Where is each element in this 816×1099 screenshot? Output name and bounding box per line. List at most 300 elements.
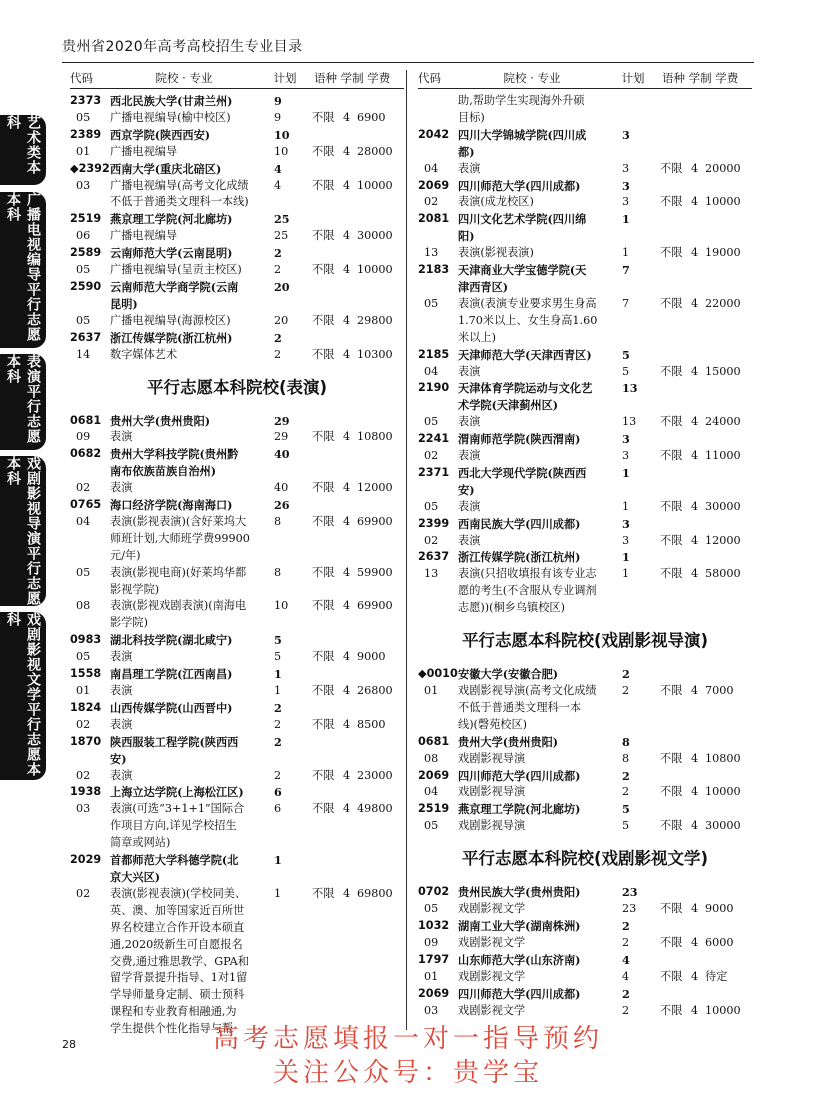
header-meta: 语种 学制 学费 bbox=[314, 71, 391, 85]
code-cell: 0681 bbox=[418, 734, 450, 748]
name-cell: 师班计划,大师班学费99900 bbox=[110, 531, 250, 545]
language-cell: 不限 bbox=[312, 684, 335, 697]
major-row bbox=[418, 296, 752, 313]
plan-cell: 5 bbox=[622, 364, 630, 378]
fee-cell: 待定 bbox=[705, 969, 728, 983]
name-cell: 戏剧影视导演(高考文化成绩 bbox=[458, 684, 597, 697]
language-cell bbox=[312, 835, 343, 852]
name-cell: 目标) bbox=[458, 110, 485, 124]
language-cell bbox=[660, 431, 691, 448]
table-rows bbox=[418, 93, 752, 1019]
years-cell bbox=[691, 110, 705, 127]
major-row bbox=[418, 1003, 752, 1020]
continuation-row bbox=[418, 330, 752, 347]
plan-cell: 10 bbox=[274, 599, 289, 613]
fee-cell bbox=[357, 784, 404, 801]
plan-cell: 5 bbox=[622, 802, 630, 817]
code-cell: 08 bbox=[76, 599, 91, 613]
language-cell bbox=[660, 482, 691, 499]
plan-cell bbox=[274, 194, 312, 211]
name-cell: 四川师范大学(四川成都) bbox=[458, 768, 581, 783]
fee-cell bbox=[705, 110, 752, 127]
plan-cell: 3 bbox=[622, 533, 630, 547]
name-cell: 西京学院(陕西西安) bbox=[110, 127, 211, 142]
watermark-line: 高考志愿填报一对一指导预约 bbox=[212, 1024, 603, 1054]
language-cell bbox=[660, 313, 691, 330]
code-cell bbox=[70, 194, 108, 211]
language-cell bbox=[312, 852, 343, 869]
name-cell: 广播电视编导 bbox=[110, 144, 178, 158]
language-cell: 不限 bbox=[660, 969, 683, 983]
language-cell bbox=[660, 918, 691, 935]
fee-cell: 6000 bbox=[705, 935, 734, 949]
plan-cell bbox=[274, 463, 312, 480]
plan-cell bbox=[274, 970, 312, 987]
years-cell bbox=[343, 818, 357, 835]
name-cell: 湖北科技学院(湖北咸宁) bbox=[110, 633, 233, 648]
fee-cell bbox=[357, 211, 404, 228]
plan-cell: 4 bbox=[622, 969, 630, 983]
plan-cell: 1 bbox=[274, 853, 282, 868]
years-cell bbox=[691, 884, 705, 901]
name-cell: 元/年) bbox=[110, 548, 141, 562]
language-cell bbox=[660, 666, 691, 683]
name-cell: 表演(表演专业要求男生身高 bbox=[458, 296, 597, 310]
continuation-row bbox=[70, 548, 404, 565]
school-row bbox=[70, 700, 404, 717]
continuation-row bbox=[418, 279, 752, 296]
years-cell bbox=[343, 987, 357, 1004]
plan-cell bbox=[274, 548, 312, 565]
continuation-row bbox=[70, 582, 404, 599]
side-tab-literature[interactable] bbox=[0, 612, 46, 780]
school-row bbox=[418, 465, 752, 482]
side-tab-broadcast[interactable] bbox=[0, 192, 46, 348]
code-cell: 2185 bbox=[418, 347, 450, 361]
continuation-row bbox=[418, 228, 752, 245]
name-cell: 不低于普通类文理科一本线) bbox=[110, 195, 249, 209]
code-cell bbox=[418, 600, 456, 617]
language-cell bbox=[312, 1004, 343, 1021]
plan-cell: 3 bbox=[622, 449, 630, 463]
fee-cell bbox=[357, 835, 404, 852]
code-cell bbox=[418, 93, 456, 110]
language-cell bbox=[660, 330, 691, 347]
years-cell bbox=[691, 768, 705, 785]
fee-cell bbox=[357, 751, 404, 768]
school-row bbox=[418, 549, 752, 566]
code-cell: 02 bbox=[424, 533, 439, 547]
fee-cell bbox=[357, 852, 404, 869]
name-cell: 西北民族大学(甘肃兰州) bbox=[110, 94, 233, 108]
code-cell: 03 bbox=[76, 178, 91, 192]
years-cell bbox=[343, 582, 357, 599]
name-cell: 贵州大学(贵州贵阳) bbox=[110, 413, 211, 428]
major-row bbox=[418, 533, 752, 550]
school-row bbox=[70, 245, 404, 262]
major-row bbox=[70, 514, 404, 531]
fee-cell bbox=[705, 431, 752, 448]
major-row bbox=[70, 480, 404, 497]
name-cell: 影视学院) bbox=[110, 582, 160, 596]
header-code: 代码 bbox=[70, 71, 93, 85]
plan-cell: 1 bbox=[274, 886, 282, 900]
fee-cell bbox=[357, 869, 404, 886]
name-cell: 表演(影视表演)(学校同美、 bbox=[110, 886, 247, 900]
language-cell: 不限 bbox=[312, 886, 335, 900]
years-cell bbox=[343, 852, 357, 869]
school-row bbox=[418, 884, 752, 901]
name-cell: 表演 bbox=[458, 364, 481, 378]
language-cell: 不限 bbox=[312, 768, 335, 782]
name-cell: 首都师范大学科德学院(北 bbox=[110, 853, 239, 868]
years-cell: 4 bbox=[691, 1003, 699, 1017]
language-cell bbox=[660, 465, 691, 482]
years-cell bbox=[343, 279, 357, 296]
page-header: 贵州省2020年高考高校招生专业目录 bbox=[62, 39, 303, 55]
fee-cell bbox=[357, 987, 404, 1004]
plan-cell bbox=[274, 835, 312, 852]
years-cell: 4 bbox=[343, 263, 351, 277]
fee-cell: 58000 bbox=[705, 567, 741, 581]
code-cell: 1870 bbox=[70, 734, 102, 748]
language-cell bbox=[660, 884, 691, 901]
language-cell: 不限 bbox=[660, 195, 683, 209]
school-row bbox=[70, 852, 404, 869]
code-cell: 02 bbox=[424, 449, 439, 463]
plan-cell bbox=[274, 903, 312, 920]
name-cell: 西南民族大学(四川成都) bbox=[458, 516, 581, 531]
code-cell: 2183 bbox=[418, 263, 450, 277]
years-cell: 4 bbox=[343, 347, 351, 361]
major-row bbox=[418, 784, 752, 801]
code-cell bbox=[70, 531, 108, 548]
language-cell bbox=[660, 717, 691, 734]
fee-cell bbox=[357, 734, 404, 751]
code-cell: 02 bbox=[76, 481, 91, 495]
plan-cell: 2 bbox=[274, 700, 282, 715]
code-cell: 13 bbox=[424, 246, 439, 260]
school-row bbox=[418, 952, 752, 969]
code-cell bbox=[70, 818, 108, 835]
column-divider bbox=[406, 70, 407, 1030]
major-row bbox=[418, 194, 752, 211]
language-cell bbox=[660, 734, 691, 751]
code-cell: 01 bbox=[76, 684, 91, 697]
major-row bbox=[70, 717, 404, 734]
continuation-row bbox=[418, 600, 752, 617]
plan-cell bbox=[622, 313, 660, 330]
plan-cell: 1 bbox=[622, 212, 630, 227]
language-cell bbox=[660, 549, 691, 566]
name-cell: 表演 bbox=[110, 430, 133, 444]
name-cell: 1.70米以上、女生身高1.60 bbox=[458, 313, 598, 327]
code-cell: 09 bbox=[76, 430, 91, 444]
plan-cell bbox=[622, 482, 660, 499]
plan-cell bbox=[274, 818, 312, 835]
years-cell bbox=[343, 920, 357, 937]
language-cell bbox=[312, 582, 343, 599]
language-cell bbox=[312, 296, 343, 313]
name-cell: 通,2020级新生可自愿报名 bbox=[110, 937, 243, 951]
plan-cell bbox=[622, 279, 660, 296]
fee-cell bbox=[357, 296, 404, 313]
plan-cell: 25 bbox=[274, 212, 290, 227]
code-cell: 2590 bbox=[70, 279, 102, 293]
years-cell bbox=[691, 380, 705, 397]
code-cell bbox=[70, 548, 108, 565]
name-cell: 志愿))(桐乡乌镇校区) bbox=[458, 601, 565, 615]
code-cell: 09 bbox=[424, 935, 439, 949]
school-row bbox=[418, 211, 752, 228]
code-cell bbox=[418, 313, 456, 330]
name-cell: 湖南工业大学(湖南株洲) bbox=[458, 918, 581, 933]
years-cell: 4 bbox=[343, 650, 351, 664]
code-cell bbox=[70, 970, 108, 987]
years-cell bbox=[343, 835, 357, 852]
name-cell: 上海立达学院(上海松江区) bbox=[110, 785, 244, 800]
years-cell bbox=[691, 700, 705, 717]
code-cell: 2069 bbox=[418, 178, 450, 192]
fee-cell bbox=[357, 970, 404, 987]
major-row bbox=[418, 683, 752, 700]
side-tab-art[interactable] bbox=[0, 115, 46, 185]
plan-cell: 1 bbox=[274, 684, 282, 697]
plan-cell: 26 bbox=[274, 498, 290, 513]
fee-cell bbox=[705, 801, 752, 818]
name-cell: 愿的考生(不含服从专业调剂 bbox=[458, 584, 597, 598]
fee-cell bbox=[705, 178, 752, 195]
years-cell: 4 bbox=[343, 886, 351, 900]
language-cell bbox=[660, 347, 691, 364]
language-cell: 不限 bbox=[312, 565, 335, 579]
plan-cell bbox=[274, 531, 312, 548]
plan-cell: 6 bbox=[274, 785, 282, 800]
code-cell: 01 bbox=[424, 969, 439, 983]
fee-cell: 10000 bbox=[705, 785, 741, 799]
name-cell: 助,帮助学生实现海外升硕 bbox=[458, 94, 585, 107]
fee-cell bbox=[705, 228, 752, 245]
continuation-row bbox=[70, 1004, 404, 1021]
school-row bbox=[418, 666, 752, 683]
side-tab-directing[interactable] bbox=[0, 456, 46, 606]
name-cell: 南布依族苗族自治州) bbox=[110, 464, 216, 479]
language-cell bbox=[312, 330, 343, 347]
code-cell: 2519 bbox=[70, 212, 102, 226]
continuation-row bbox=[418, 717, 752, 734]
plan-cell bbox=[622, 330, 660, 347]
plan-cell: 7 bbox=[622, 263, 630, 278]
years-cell bbox=[343, 954, 357, 971]
language-cell: 不限 bbox=[312, 229, 335, 243]
name-cell: 课程和专业教育相融通,为 bbox=[110, 1005, 237, 1019]
school-row bbox=[418, 516, 752, 533]
language-cell: 不限 bbox=[312, 178, 335, 192]
fee-cell bbox=[357, 93, 404, 110]
fee-cell bbox=[705, 397, 752, 414]
name-cell: 昆明) bbox=[110, 296, 138, 311]
years-cell: 4 bbox=[343, 144, 351, 158]
fee-cell: 20000 bbox=[705, 161, 741, 175]
name-cell: 表演 bbox=[110, 481, 133, 495]
fee-cell bbox=[357, 700, 404, 717]
plan-cell: 8 bbox=[622, 751, 630, 765]
name-cell: 渭南师范学院(陕西渭南) bbox=[458, 432, 581, 447]
code-cell: 02 bbox=[76, 717, 91, 731]
header-name: 院校 · 专业 bbox=[503, 71, 561, 85]
code-cell bbox=[418, 583, 456, 600]
language-cell: 不限 bbox=[660, 499, 683, 513]
plan-cell bbox=[274, 582, 312, 599]
plan-cell bbox=[622, 228, 660, 245]
name-cell: 广播电视编导 bbox=[110, 229, 178, 243]
school-row bbox=[418, 431, 752, 448]
years-cell bbox=[691, 801, 705, 818]
years-cell: 4 bbox=[343, 565, 351, 579]
years-cell bbox=[343, 211, 357, 228]
plan-cell bbox=[274, 937, 312, 954]
years-cell bbox=[691, 144, 705, 161]
code-cell bbox=[418, 717, 456, 734]
plan-cell: 8 bbox=[274, 565, 282, 579]
plan-cell: 2 bbox=[274, 717, 282, 731]
years-cell bbox=[343, 245, 357, 262]
language-cell bbox=[660, 144, 691, 161]
name-cell: 贵州民族大学(贵州贵阳) bbox=[458, 885, 581, 900]
fee-cell: 69900 bbox=[357, 514, 393, 528]
language-cell: 不限 bbox=[660, 161, 683, 175]
fee-cell: 10000 bbox=[357, 178, 393, 192]
code-cell: 05 bbox=[76, 565, 91, 579]
school-row bbox=[70, 413, 404, 430]
fee-cell bbox=[357, 920, 404, 937]
plan-cell: 1 bbox=[622, 567, 630, 581]
major-row bbox=[418, 901, 752, 918]
name-cell: 贵州大学科技学院(贵州黔 bbox=[110, 447, 239, 462]
code-cell: 1824 bbox=[70, 700, 102, 714]
major-row bbox=[70, 313, 404, 330]
major-row bbox=[70, 565, 404, 582]
plan-cell: 23 bbox=[622, 902, 637, 916]
language-cell bbox=[660, 110, 691, 127]
code-cell bbox=[70, 869, 108, 886]
continuation-row bbox=[70, 987, 404, 1004]
plan-cell: 2 bbox=[622, 918, 630, 933]
fee-cell bbox=[705, 717, 752, 734]
code-cell: 0682 bbox=[70, 447, 102, 461]
language-cell bbox=[312, 127, 343, 144]
years-cell bbox=[691, 228, 705, 245]
language-cell bbox=[660, 516, 691, 533]
school-row bbox=[70, 666, 404, 683]
name-cell: 四川大学锦城学院(四川成 bbox=[458, 127, 587, 142]
name-cell: 英、澳、加等国家近百所世 bbox=[110, 903, 245, 917]
plan-cell bbox=[622, 93, 660, 110]
plan-cell: 1 bbox=[622, 246, 630, 260]
language-cell: 不限 bbox=[312, 347, 335, 361]
years-cell bbox=[343, 463, 357, 480]
continuation-row bbox=[70, 818, 404, 835]
name-cell: 戏剧影视文学 bbox=[458, 1003, 526, 1017]
plan-cell: 5 bbox=[274, 633, 282, 648]
years-cell: 4 bbox=[691, 415, 699, 429]
school-row bbox=[70, 784, 404, 801]
code-cell: 2029 bbox=[70, 853, 102, 867]
fee-cell: 22000 bbox=[705, 296, 741, 310]
code-cell: 2389 bbox=[70, 127, 102, 141]
plan-cell: 2 bbox=[622, 1003, 630, 1017]
plan-cell: 20 bbox=[274, 279, 290, 294]
table-rows bbox=[70, 93, 404, 1038]
years-cell bbox=[691, 734, 705, 751]
language-cell: 不限 bbox=[660, 785, 683, 799]
language-cell: 不限 bbox=[312, 802, 335, 816]
code-cell bbox=[418, 330, 456, 347]
fee-cell: 15000 bbox=[705, 364, 741, 378]
fee-cell bbox=[705, 262, 752, 279]
code-cell: 05 bbox=[76, 650, 91, 664]
years-cell bbox=[691, 211, 705, 228]
name-cell: 表演 bbox=[458, 415, 481, 429]
language-cell: 不限 bbox=[312, 263, 335, 277]
years-cell: 4 bbox=[691, 195, 699, 209]
name-cell: 京大兴区) bbox=[110, 869, 161, 884]
fee-cell bbox=[705, 93, 752, 110]
language-cell: 不限 bbox=[312, 481, 335, 495]
language-cell: 不限 bbox=[660, 533, 683, 547]
side-tab-acting[interactable] bbox=[0, 354, 46, 450]
code-cell bbox=[418, 279, 456, 296]
years-cell: 4 bbox=[343, 768, 351, 782]
school-row bbox=[70, 211, 404, 228]
language-cell: 不限 bbox=[312, 430, 335, 444]
name-cell: 交费,通过雅思教学、GPA和 bbox=[110, 954, 249, 968]
header-plan: 计划 bbox=[273, 71, 297, 85]
fee-cell bbox=[357, 279, 404, 296]
left-column bbox=[70, 70, 404, 1038]
language-cell bbox=[312, 920, 343, 937]
language-cell: 不限 bbox=[660, 415, 683, 429]
fee-cell bbox=[357, 463, 404, 480]
language-cell bbox=[312, 987, 343, 1004]
fee-cell bbox=[705, 884, 752, 901]
years-cell: 4 bbox=[691, 161, 699, 175]
fee-cell bbox=[705, 666, 752, 683]
years-cell bbox=[691, 583, 705, 600]
years-cell: 4 bbox=[343, 684, 351, 697]
code-cell bbox=[70, 903, 108, 920]
years-cell bbox=[691, 952, 705, 969]
code-cell: 2069 bbox=[418, 768, 450, 782]
code-cell bbox=[70, 937, 108, 954]
plan-cell: 3 bbox=[622, 195, 630, 209]
plan-cell: 7 bbox=[622, 296, 630, 310]
code-cell: 2399 bbox=[418, 516, 450, 530]
continuation-row bbox=[70, 970, 404, 987]
code-cell: 03 bbox=[76, 802, 91, 816]
plan-cell: 2 bbox=[622, 785, 630, 799]
major-row bbox=[418, 161, 752, 178]
language-cell bbox=[312, 632, 343, 649]
plan-cell: 40 bbox=[274, 447, 290, 462]
years-cell bbox=[691, 330, 705, 347]
name-cell: 留学背景提升指导、1对1留 bbox=[110, 971, 248, 985]
code-cell: 04 bbox=[424, 364, 439, 378]
fee-cell: 8500 bbox=[357, 717, 386, 731]
name-cell: 学生提供个性化指导与帮 bbox=[110, 1022, 234, 1036]
plan-cell: 4 bbox=[274, 161, 282, 176]
watermark bbox=[120, 1022, 696, 1090]
